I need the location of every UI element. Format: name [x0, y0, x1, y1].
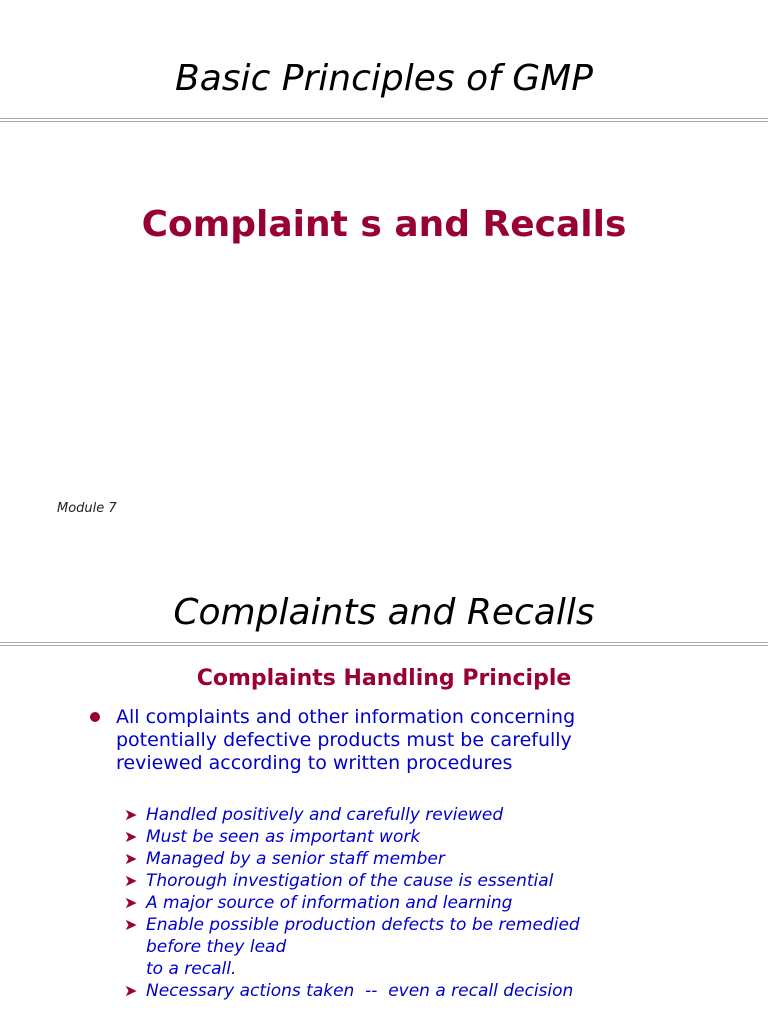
arrow-right-icon: ➤: [124, 849, 138, 868]
slide-title-heading: Basic Principles of GMP: [175, 58, 593, 99]
arrow-right-icon: ➤: [124, 981, 138, 1000]
list-item: [124, 848, 684, 870]
module-label: Module 7: [57, 501, 117, 516]
list-item: [124, 804, 684, 826]
title-divider: [0, 118, 768, 122]
list-item-text: Must be seen as important work: [146, 827, 421, 847]
arrow-right-icon: ➤: [124, 871, 138, 890]
list-item: [124, 870, 684, 892]
list-item: [124, 914, 684, 980]
section-heading: Complaints Handling Principle: [196, 666, 572, 691]
list-item-text: Enable possible production defects to be remedied: [146, 915, 580, 935]
bullet-line: potentially defective products must be carefully: [116, 729, 572, 751]
list-item-text: before they lead: [146, 937, 287, 957]
list-item: [124, 892, 684, 914]
bullet-line: All complaints and other information concerning: [116, 706, 576, 728]
bullet-line: reviewed according to written procedures: [116, 752, 513, 774]
list-item-text: Necessary actions taken -- even a recall decision: [146, 981, 574, 1001]
list-item-text: to a recall.: [146, 959, 237, 979]
list-item-text: Handled positively and carefully reviewed: [146, 805, 504, 825]
bullet-dot-icon: [90, 712, 100, 722]
bullet-text: [116, 706, 646, 775]
slide-heading: Complaints and Recalls: [173, 592, 595, 633]
list-item-text: Thorough investigation of the cause is essential: [146, 871, 554, 891]
heading-divider: [0, 642, 768, 646]
arrow-right-icon: ➤: [124, 805, 138, 824]
list-item-text: Managed by a senior staff member: [146, 849, 445, 869]
slide-subtitle: Complaint s and Recalls: [141, 204, 627, 245]
arrow-right-icon: ➤: [124, 915, 138, 934]
sub-bullet-list: [124, 804, 684, 1002]
list-item-text: A major source of information and learning: [146, 893, 513, 913]
arrow-right-icon: ➤: [124, 827, 138, 846]
slide-complaints-handling: [0, 556, 768, 1024]
arrow-right-icon: ➤: [124, 893, 138, 912]
list-item: [124, 826, 684, 848]
list-item: [124, 980, 684, 1002]
